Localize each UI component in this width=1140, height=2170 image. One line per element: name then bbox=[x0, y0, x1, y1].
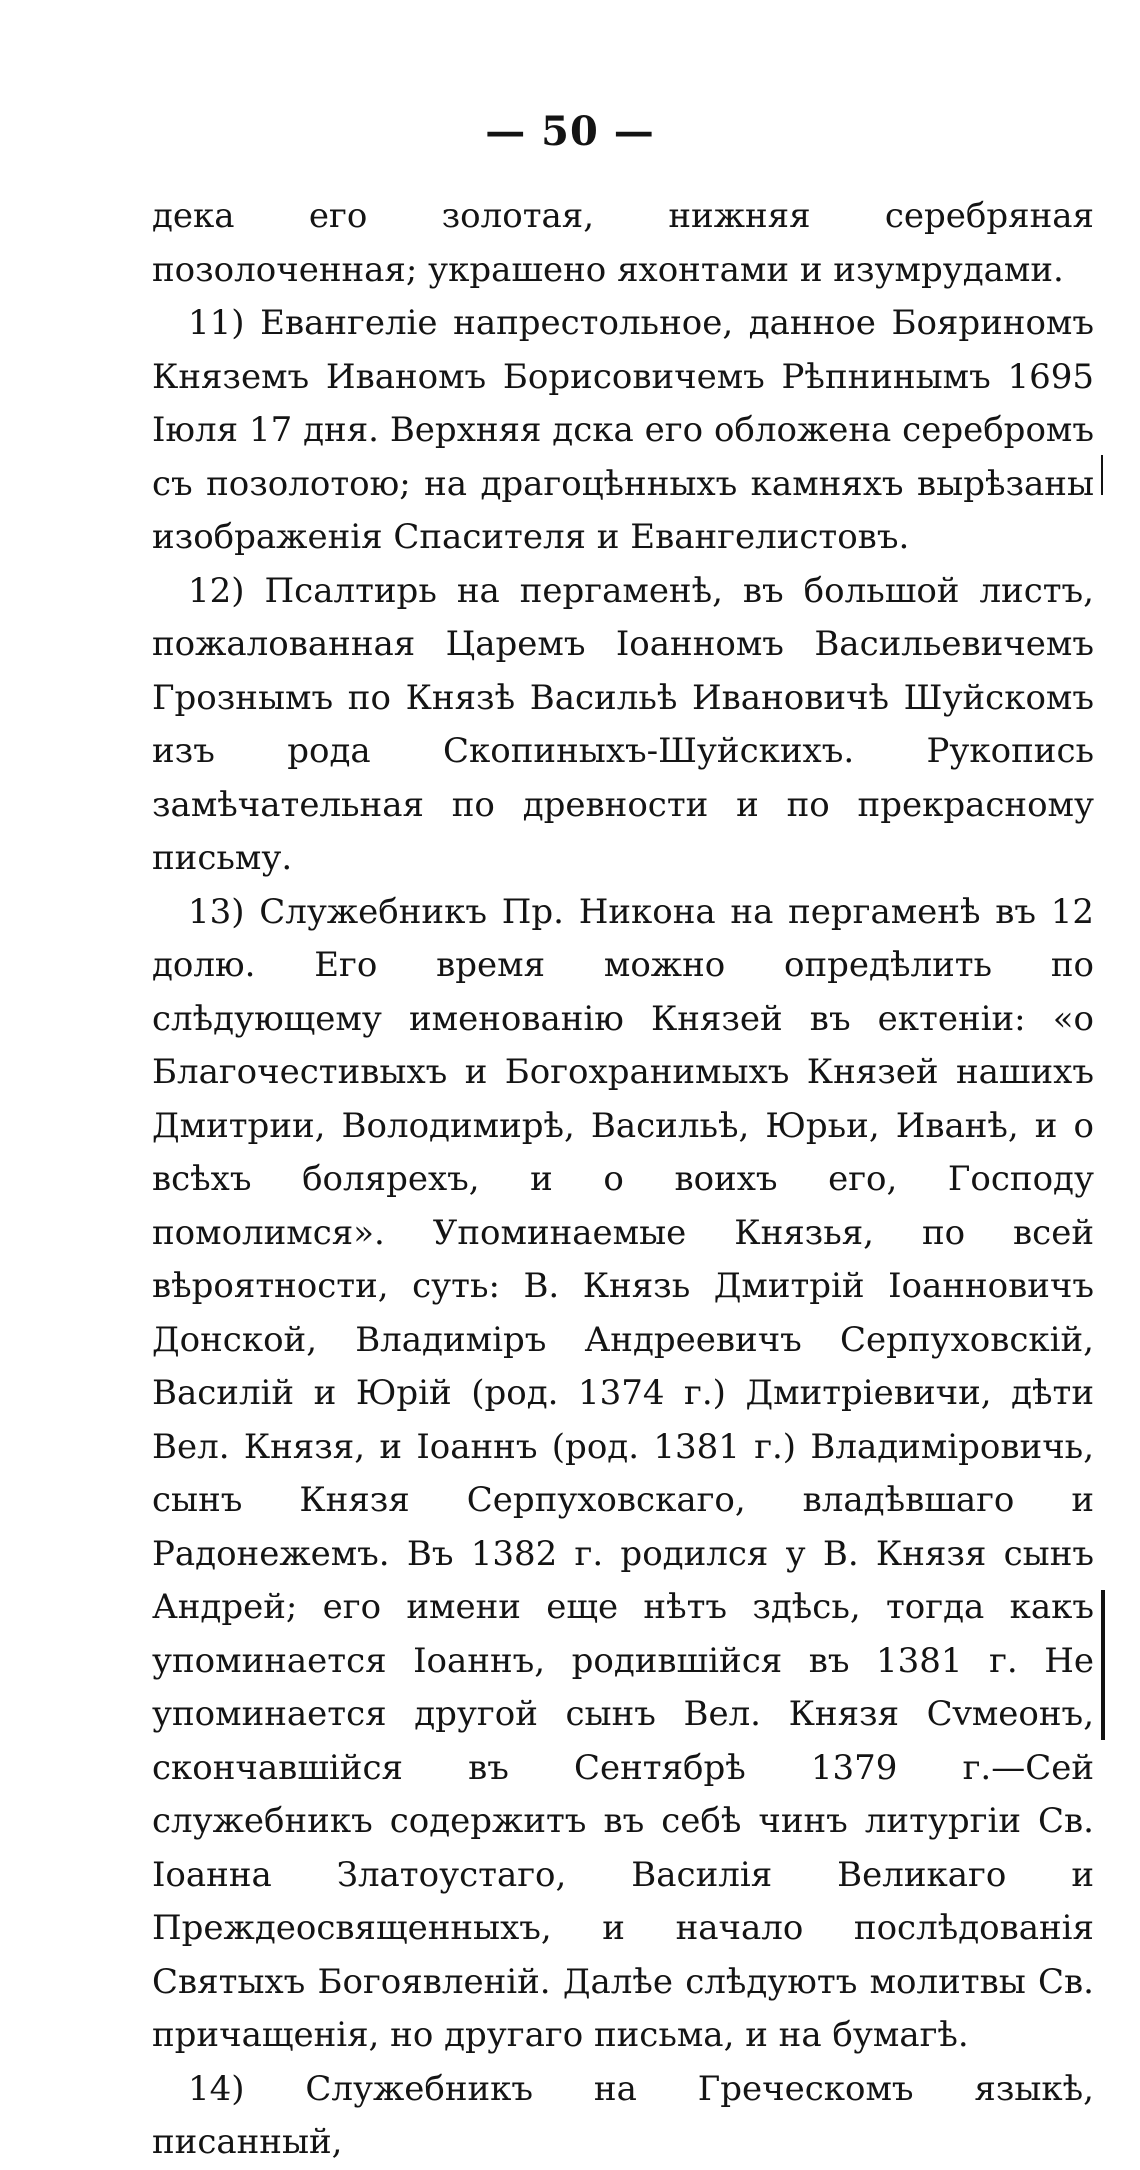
page-edge-mark bbox=[1101, 1590, 1105, 1740]
paragraph-item-14: 14) Служебникъ на Греческомъ языкѣ, писанный, bbox=[152, 2068, 1094, 2162]
paragraph-item-11: 11) Евангеліе напрестольное, данное Бояриномъ Княземъ Иваномъ Борисовичемъ Рѣпнинымъ 1695 Іюля 17 дня. Верхняя дска его обложена серебромъ съ позолотою; на драгоцѣнныхъ камняхъ вырѣзаны изображенія Спасителя и Евангелистовъ. bbox=[152, 303, 1094, 557]
paragraph-item-12: 12) Псалтирь на пергаменѣ, въ большой листъ, пожалованная Царемъ Іоанномъ Васильевичемъ Грознымъ по Князѣ Васильѣ Ивановичѣ Шуйскомъ изъ рода Скопиныхъ-Шуйскихъ. Рукопись замѣчательная по древности и по прекрасному письму. bbox=[152, 570, 1094, 878]
body-text bbox=[152, 190, 1094, 2170]
page-edge-tick bbox=[1101, 455, 1103, 495]
page-number: — 50 — bbox=[485, 108, 655, 155]
paragraph-continuation: дека его золотая, нижняя серебряная позолоченная; украшено яхонтами и изумрудами. bbox=[152, 196, 1094, 290]
paragraph-item-13: 13) Служебникъ Пр. Никона на пергаменѣ въ 12 долю. Его время можно опредѣлить по слѣдующему именованію Князей въ ектеніи: «о Благочестивыхъ и Богохранимыхъ Князей нашихъ Дмитрии, Володимирѣ, Васильѣ, Юрьи, Иванѣ, и о всѣхъ болярехъ, и о воихъ его, Господу помолимся». Упоминаемые Князья, по всей вѣроятности, суть: В. Князь Дмитрій Іоанновичъ Донской, Владиміръ Андреевичъ Серпуховскій, Василій и Юрій (род. 1374 г.) Дмитріевичи, дѣти Вел. Князя, и Іоаннъ (род. 1381 г.) Владиміровичь, сынъ Князя Серпуховскаго, владѣвшаго и Радонежемъ. Въ 1382 г. родился у В. Князя сынъ Андрей; его имени еще нѣтъ здѣсь, тогда какъ упоминается Іоаннъ, родившійся въ 1381 г. Не упоминается другой сынъ Вел. Князя Сvмеонъ, скончавшійся въ Сентябрѣ 1379 г.—Сей служебникъ содержитъ въ себѣ чинъ литургіи Св. Іоанна Златоустаго, Василія Великаго и Преждеосвященныхъ, и начало послѣдованія Святыхъ Богоявленій. Далѣе слѣдуютъ молитвы Св. причащенія, но другаго письма, и на бумагѣ. bbox=[152, 891, 1094, 2055]
